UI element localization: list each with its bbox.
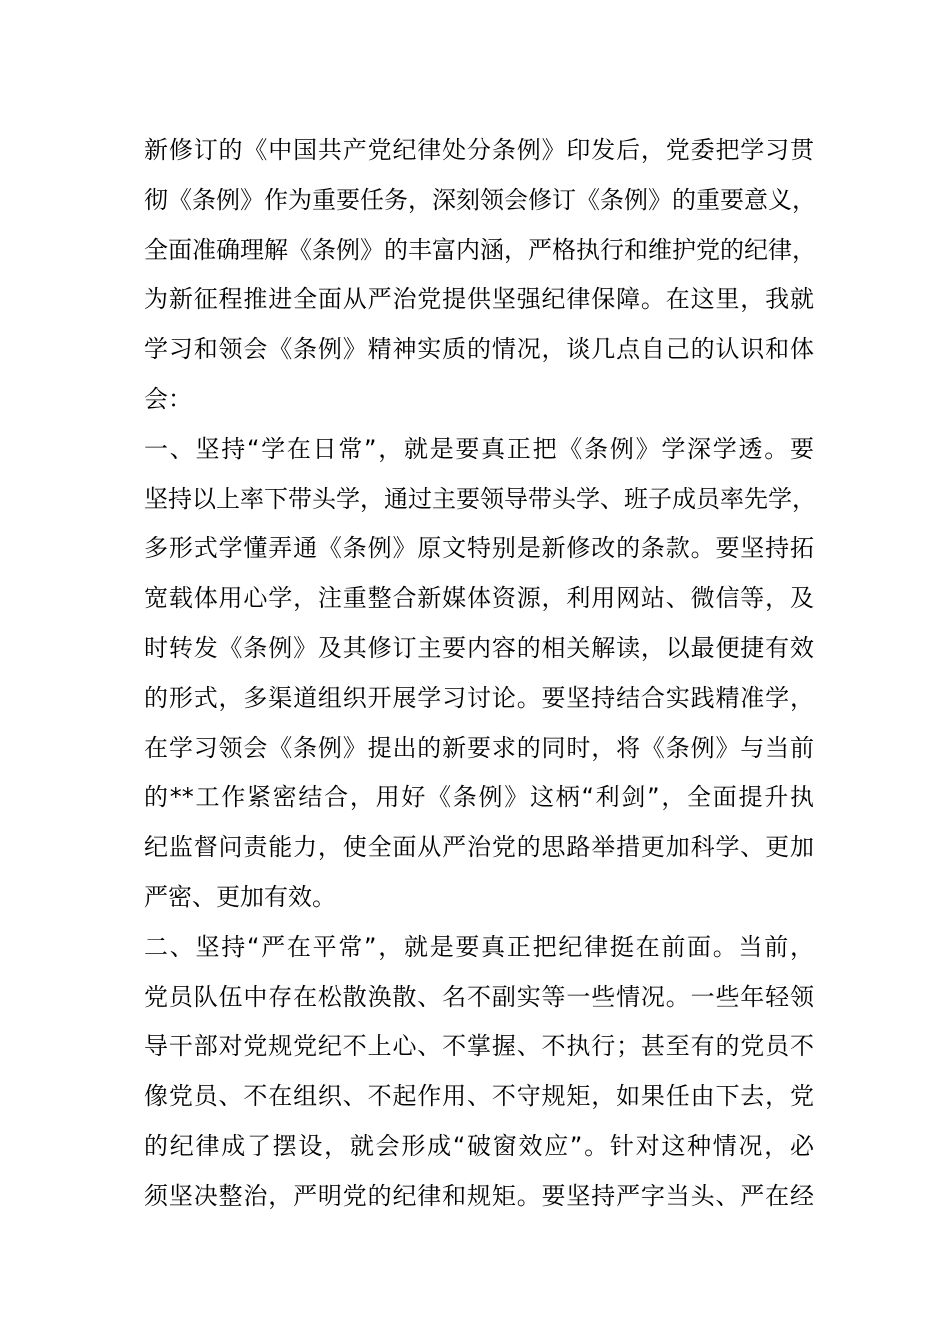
text-line: 二、坚持“严在平常”，就是要真正把纪律挺在前面。当前， (144, 932, 814, 961)
text-line: 严密、更加有效。 (144, 882, 336, 911)
text-line: 新修订的《中国共产党纪律处分条例》印发后，党委把学习贯 (144, 136, 814, 164)
text-line: 时转发《条例》及其修订主要内容的相关解读，以最便捷有效 (144, 633, 814, 662)
body-text (144, 126, 814, 1222)
text-line: 全面准确理解《条例》的丰富内涵，严格执行和维护党的纪律， (144, 235, 816, 264)
text-line: 纪监督问责能力，使全面从严治党的思路举措更加科学、更加 (144, 833, 814, 862)
text-line: 会： (144, 384, 192, 413)
text-line: 多形式学懂弄通《条例》原文特别是新修改的条款。要坚持拓 (144, 534, 814, 563)
text-line: 须坚决整治，严明党的纪律和规矩。要坚持严字当头、严在经 (144, 1181, 814, 1210)
text-line: 为新征程推进全面从严治党提供坚强纪律保障。在这里，我就 (144, 285, 814, 314)
text-line: 的**工作紧密结合，用好《条例》这柄“利剑”，全面提升执 (144, 783, 814, 812)
text-line: 学习和领会《条例》精神实质的情况，谈几点自己的认识和体 (144, 335, 814, 364)
text-line: 的形式，多渠道组织开展学习讨论。要坚持结合实践精准学， (144, 683, 814, 712)
text-line: 党员队伍中存在松散涣散、名不副实等一些情况。一些年轻领 (144, 982, 814, 1011)
text-line: 在学习领会《条例》提出的新要求的同时，将《条例》与当前 (144, 733, 814, 762)
text-line: 宽载体用心学，注重整合新媒体资源，利用网站、微信等，及 (144, 584, 814, 613)
text-line: 彻《条例》作为重要任务，深刻领会修订《条例》的重要意义， (144, 185, 816, 214)
text-line: 像党员、不在组织、不起作用、不守规矩，如果任由下去，党 (144, 1082, 814, 1111)
text-line: 一、坚持“学在日常”，就是要真正把《条例》学深学透。要 (144, 434, 814, 463)
text-line: 导干部对党规党纪不上心、不掌握、不执行；甚至有的党员不 (144, 1032, 814, 1061)
text-line: 的纪律成了摆设，就会形成“破窗效应”。针对这种情况，必 (144, 1131, 814, 1160)
text-line: 坚持以上率下带头学，通过主要领导带头学、班子成员率先学， (144, 484, 816, 513)
